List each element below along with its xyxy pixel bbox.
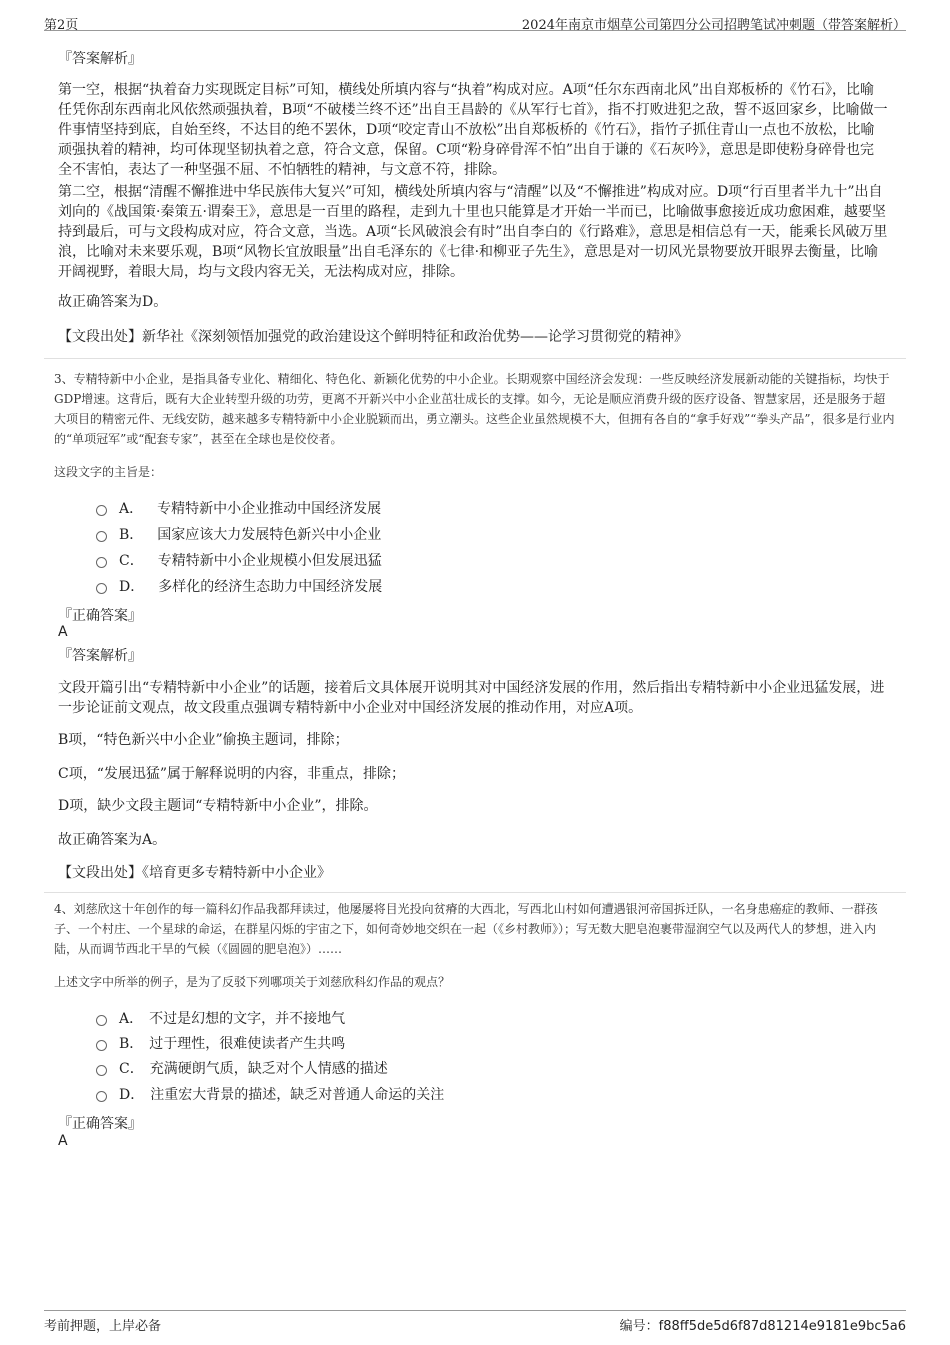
option-text: 过于理性，很难使读者产生共鸣 — [149, 1036, 346, 1052]
radio-button[interactable] — [96, 1015, 107, 1026]
option-text: 国家应该大力发展特色新兴中小企业 — [157, 527, 382, 543]
option-key: B． — [119, 1036, 144, 1052]
analysis-paragraph: C项，“发展迅猛”属于解释说明的内容，非重点，排除； — [58, 766, 406, 782]
option-d[interactable] — [96, 1084, 444, 1104]
divider — [44, 358, 906, 359]
option-c[interactable] — [96, 1058, 388, 1078]
analysis-paragraph: 文段开篇引出“专精特新中小企业”的话题，接着后文具体展开说明其对中国经济发展的作用，然后指出专精特新中小企业迅猛发展，进一步论证前文观点，故文段重点强调专精特新中小企业对中国经济发展的推动作用，对应A项。 — [58, 680, 885, 716]
option-b[interactable] — [96, 524, 381, 544]
divider — [44, 892, 906, 893]
page-header — [44, 0, 906, 31]
document-title: 2024年南京市烟草公司第四分公司招聘笔试冲刺题（带答案解析） — [521, 18, 906, 33]
option-text: 专精特新中小企业推动中国经济发展 — [157, 501, 382, 517]
question-text: 4、刘慈欣这十年创作的每一篇科幻作品我都拜读过，他屡屡将目光投向贫瘠的大西北，写西北山村如何遭遇银河帝国拆迁队，一名身患癌症的教师、一群孩子、一个村庄、一个星球的命运，在群星闪烁的宇宙之下，如何奇妙地交织在一起（《乡村教师》）；写无数大肥皂泡裹带湿润空气以及两代人的梦想，进入内陆，从而调节西北干旱的气候（《圆圆的肥皂泡》）…… — [54, 902, 878, 956]
option-key: C． — [119, 1061, 144, 1077]
option-key: C． — [119, 553, 144, 569]
analysis-heading: 『答案解析』 — [58, 648, 142, 664]
analysis-conclusion: 故正确答案为A。 — [58, 832, 167, 848]
question-prompt: 上述文字中所举的例子，是为了反驳下列哪项关于刘慈欣科幻作品的观点？ — [54, 975, 451, 989]
correct-answer: A — [58, 624, 68, 640]
correct-answer-heading: 『正确答案』 — [58, 1116, 142, 1132]
source-note: 【文段出处】新华社《深刻领悟加强党的政治建设这个鲜明特征和政治优势——论学习贯彻党的精神》 — [58, 329, 688, 345]
option-text: 注重宏大背景的描述，缺乏对普通人命运的关注 — [150, 1087, 445, 1103]
question-text: 3、专精特新中小企业，是指具备专业化、精细化、特色化、新颖化优势的中小企业。长期观察中国经济会发现：一些反映经济发展新动能的关键指标，均快于GDP增速。这背后，既有大企业转型升级的功劳，更离不开新兴中小企业茁壮成长的支撑。如今，无论是顺应消费升级的医疗设备、智慧家居，还是服务于超大项目的精密元件、无线安防，越来越多专精特新中小企业脱颖而出，勇立潮头。这些企业虽然规模不大，但拥有各自的“拿手好戏”“拳头产品”，很多是行业内的“单项冠军”或“配套专家”，甚至在全球也是佼佼者。 — [54, 372, 895, 446]
option-key: B． — [119, 527, 144, 543]
option-d[interactable] — [96, 576, 382, 596]
option-a[interactable] — [96, 498, 381, 518]
option-b[interactable] — [96, 1033, 345, 1053]
option-c[interactable] — [96, 550, 382, 570]
analysis-paragraph: B项，“特色新兴中小企业”偷换主题词，排除； — [58, 732, 349, 748]
document-id: 编号：f88ff5de5d6f87d81214e9181e9bc5a6 — [619, 1319, 906, 1334]
radio-button[interactable] — [96, 1091, 107, 1102]
option-a[interactable] — [96, 1008, 345, 1028]
option-key: A． — [119, 501, 144, 517]
correct-answer-heading: 『正确答案』 — [58, 608, 142, 624]
page-footer — [44, 1310, 906, 1334]
analysis-paragraph: D项，缺少文段主题词“专精特新中小企业”，排除。 — [58, 798, 378, 814]
page-number: 第2页 — [44, 18, 79, 33]
option-key: D． — [119, 1087, 145, 1103]
option-text: 多样化的经济生态助力中国经济发展 — [158, 579, 383, 595]
radio-button[interactable] — [96, 583, 107, 594]
option-key: A． — [119, 1011, 144, 1027]
analysis-paragraph: 第二空，根据“清醒不懈推进中华民族伟大复兴”可知，横线处所填内容与“清醒”以及“不懈推进”构成对应。D项“行百里者半九十”出自刘向的《战国策·秦策五·谓秦王》，意思是一百里的路程，走到九十里也只能算是才开始一半而已，比喻做事愈接近成功愈困难，越要坚持到最后，可与文段构成对应，符合文意，当选。A项“长风破浪会有时”出自李白的《行路难》，意思是相信总有一天，能乘长风破万里浪，比喻对未来要乐观，B项“风物长宜放眼量”出自毛泽东的《七律·和柳亚子先生》，意思是对一切风光景物要放开眼界去衡量，比喻开阔视野，着眼大局，均与文段内容无关，无法构成对应，排除。 — [58, 184, 888, 280]
radio-button[interactable] — [96, 1065, 107, 1076]
radio-button[interactable] — [96, 531, 107, 542]
option-text: 充满硬朗气质，缺乏对个人情感的描述 — [149, 1061, 388, 1077]
question-prompt: 这段文字的主旨是： — [54, 465, 163, 479]
radio-button[interactable] — [96, 1040, 107, 1051]
option-text: 专精特新中小企业规模小但发展迅猛 — [157, 553, 382, 569]
analysis-paragraph: 第一空，根据“执着奋力实现既定目标”可知，横线处所填内容与“执着”构成对应。A项“任尔东西南北风”出自郑板桥的《竹石》，比喻任凭你刮东西南北风依然顽强执着，B项“不破楼兰终不还”出自王昌龄的《从军行七首》，指不打败进犯之敌，誓不返回家乡，比喻做一件事情坚持到底，自始至终，不达目的绝不罢休，D项“咬定青山不放松”出自郑板桥的《竹石》，指竹子抓住青山一点也不放松，比喻顽强执着的精神，均可体现坚韧执着之意，符合文意，保留。C项“粉身碎骨浑不怕”出自于谦的《石灰吟》，意思是即使粉身碎骨也完全不害怕，表达了一种坚强不屈、不怕牺牲的精神，与文意不符，排除。 — [58, 82, 888, 178]
radio-button[interactable] — [96, 505, 107, 516]
radio-button[interactable] — [96, 557, 107, 568]
option-text: 不过是幻想的文字，并不接地气 — [149, 1011, 346, 1027]
analysis-conclusion: 故正确答案为D。 — [58, 294, 168, 310]
footer-slogan: 考前押题，上岸必备 — [44, 1319, 162, 1334]
analysis-heading: 『答案解析』 — [58, 51, 142, 67]
option-key: D． — [119, 579, 145, 595]
correct-answer: A — [58, 1133, 68, 1149]
source-note: 【文段出处】《培育更多专精特新中小企业》 — [58, 865, 331, 881]
